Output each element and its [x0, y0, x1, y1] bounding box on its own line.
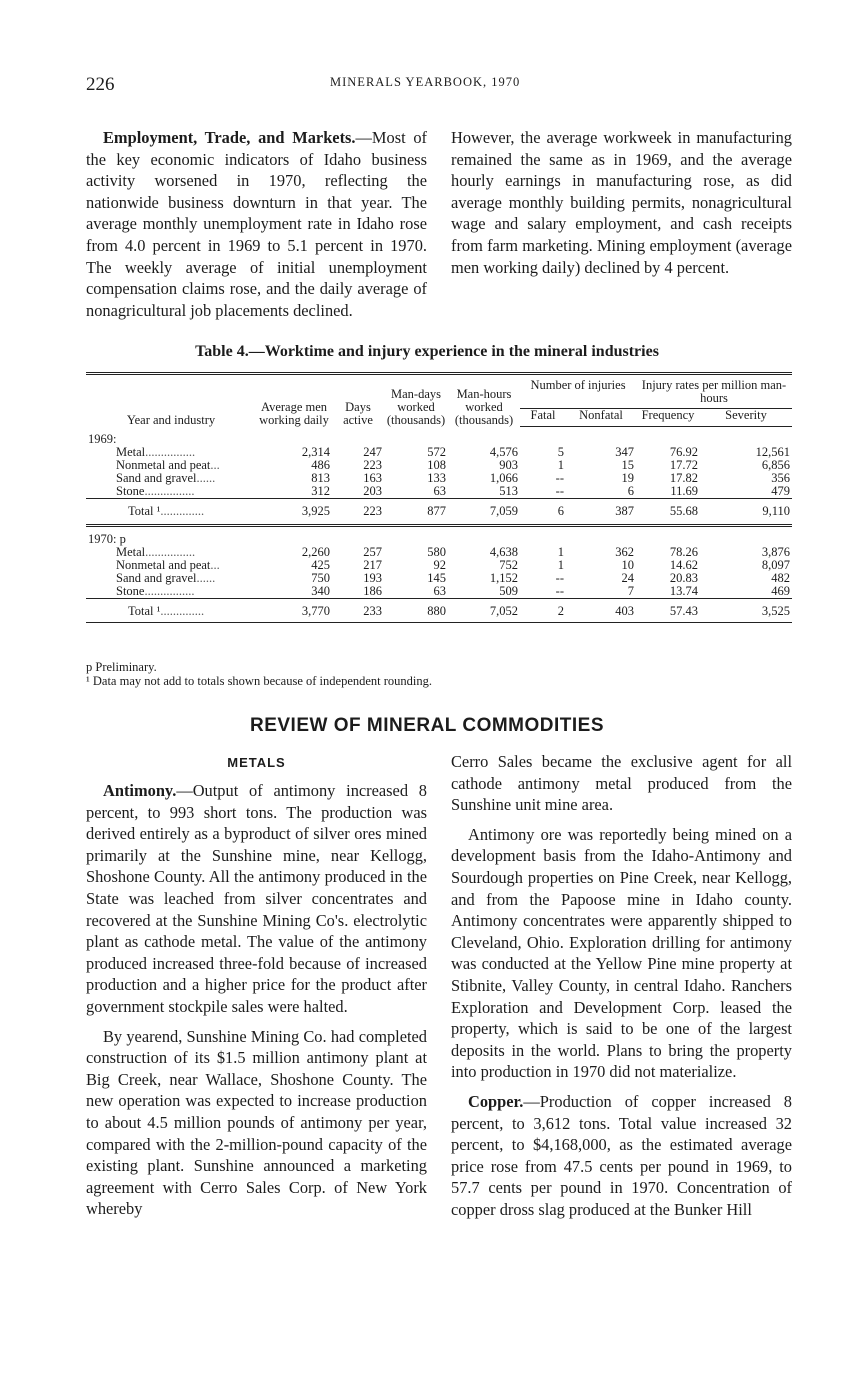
year-label: 1969: [88, 432, 117, 446]
copper-heading: Copper. [468, 1091, 524, 1111]
intro-text-left: —Most of the key economic indicators of Idaho business activity worsened in 1970, reflecting the nationwide business downturn in that year. The average monthly unemployment rate in Idaho rose from 4.0 percent in 1969 to 5.1 percent in 1970. The weekly average of initial unemployment compensation claims rose, and the daily average of nonagricultural job placements declined. [86, 128, 428, 320]
intro-heading: Employment, Trade, and Markets. [103, 128, 356, 147]
injury-table [86, 372, 792, 623]
table-total-row: Total ¹.............. 3,770 233 880 7,052 2 403 57.43 3,525 [86, 599, 792, 623]
subsection-title: METALS [227, 755, 286, 770]
footnote-preliminary: p Preliminary. [86, 660, 157, 674]
table-row: Stone................ 312 203 63 513 -- 6 11.69 479 [116, 484, 790, 498]
body-column-left [86, 780, 427, 1220]
header-fatal: Fatal [520, 409, 566, 427]
antimony-paragraph-2: By yearend, Sunshine Mining Co. had completed construction of its $1.5 million antimony plant at Big Creek, near Wallace, Shoshone County. The new operation was expected to increase production to about 4.5 million pounds of antimony per year, compared with the 2-million-pound capacity of the existing plant. Sunshine announced a marketing agreement with Cerro Sales Corp. of New York whereby [86, 1026, 427, 1219]
table-row: Stone................ 340 186 63 509 -- 7 13.74 469 [116, 584, 790, 598]
table-title: Table 4.—Worktime and injury experience in the mineral industries [195, 343, 659, 360]
header-avg-men: Average men working daily [256, 374, 332, 427]
cerro-paragraph: Cerro Sales became the exclusive agent for all cathode antimony metal produced from the Sunshine unit mine area. [451, 752, 792, 815]
table-row: Metal................ 2,260 257 580 4,638 1 362 78.26 3,876 [116, 545, 790, 559]
running-title: MINERALS YEARBOOK, 1970 [330, 75, 521, 89]
page-number: 226 [86, 74, 115, 95]
antimony-text: —Output of antimony increased 8 percent, to 993 short tons. The production was derived entirely as a byproduct of silver ores mined primarily at the Sunshine mine, near Kellogg, Shoshone County. All the antimony produced in the State was leached from silver concentrates and recovered at the Sunshine Mining Co's. electrolytic plant as cathode metal. The value of the antimony produced increased three-fold because of increased production and a higher price for the product after government stockpile sales were halted. [86, 781, 427, 1016]
header-severity: Severity [700, 409, 792, 427]
header-days-active: Days active [332, 374, 384, 427]
header-frequency: Frequency [636, 409, 700, 427]
year-label: 1970: p [88, 532, 126, 546]
header-num-injuries: Number of injuries [520, 374, 636, 409]
table-row: Nonmetal and peat... 486 223 108 903 1 15 17.72 6,856 [116, 458, 790, 472]
table-row: Sand and gravel...... 813 163 133 1,066 -- 19 17.82 356 [116, 471, 790, 485]
intro-text-right: However, the average workweek in manufacturing remained the same as in 1969, and the average hourly earnings in manufacturing rose, as did average monthly building permits, nonagricultural wage and salary employment, and cash receipts from farm marketing. Mining employment (average men working daily) declined by 4 percent. [451, 128, 792, 277]
intro-column-right [451, 127, 792, 278]
antimony-ore-paragraph: Antimony ore was reportedly being mined on a development basis from the Idaho-Antimony and Sourdough properties on Pine Creek, near Kellogg, and from the Papoose mine in Idaho county. Antimony concentrates were apparently shipped to Cleveland, Ohio. Exploration drilling for antimony was conducted at the Yellow Pine mine property at Stibnite, Valley County, in central Idaho. Ranchers Exploration and Development Corp. leased the property, which is said to be one of the largest deposits in the world. Plans to bring the property into production in 1970 did not materialize. [451, 824, 792, 1082]
antimony-heading: Antimony. [103, 781, 177, 800]
intro-column-left [86, 127, 427, 321]
table-row: Sand and gravel...... 750 193 145 1,152 -- 24 20.83 482 [116, 571, 790, 585]
header-nonfatal: Nonfatal [566, 409, 636, 427]
header-year-industry: Year and industry [86, 374, 256, 427]
footnote-rounding: ¹ Data may not add to totals shown because of independent rounding. [86, 674, 433, 688]
table-total-row: Total ¹.............. 3,925 223 877 7,059 6 387 55.68 9,110 [86, 499, 792, 523]
section-title: REVIEW OF MINERAL COMMODITIES [249, 715, 605, 736]
table-row: Nonmetal and peat... 425 217 92 752 1 10 14.62 8,097 [116, 558, 790, 572]
table-row: Metal................ 2,314 247 572 4,576 5 347 76.92 12,561 [116, 445, 790, 459]
copper-text: —Production of copper increased 8 percent, to 3,612 tons. Total value increased 32 percent, to $4,168,000, as the estimated average price rose from 47.5 cents per pound in 1969, to 57.7 cents per pound in 1970. Concentration of copper dross slag produced at the Bunker Hill [451, 1091, 792, 1219]
header-man-hours: Man-hours worked (thousands) [448, 374, 520, 427]
header-injury-rates: Injury rates per million man-hours [636, 374, 792, 409]
header-man-days: Man-days worked (thousands) [384, 374, 448, 427]
body-column-right [451, 751, 792, 1220]
